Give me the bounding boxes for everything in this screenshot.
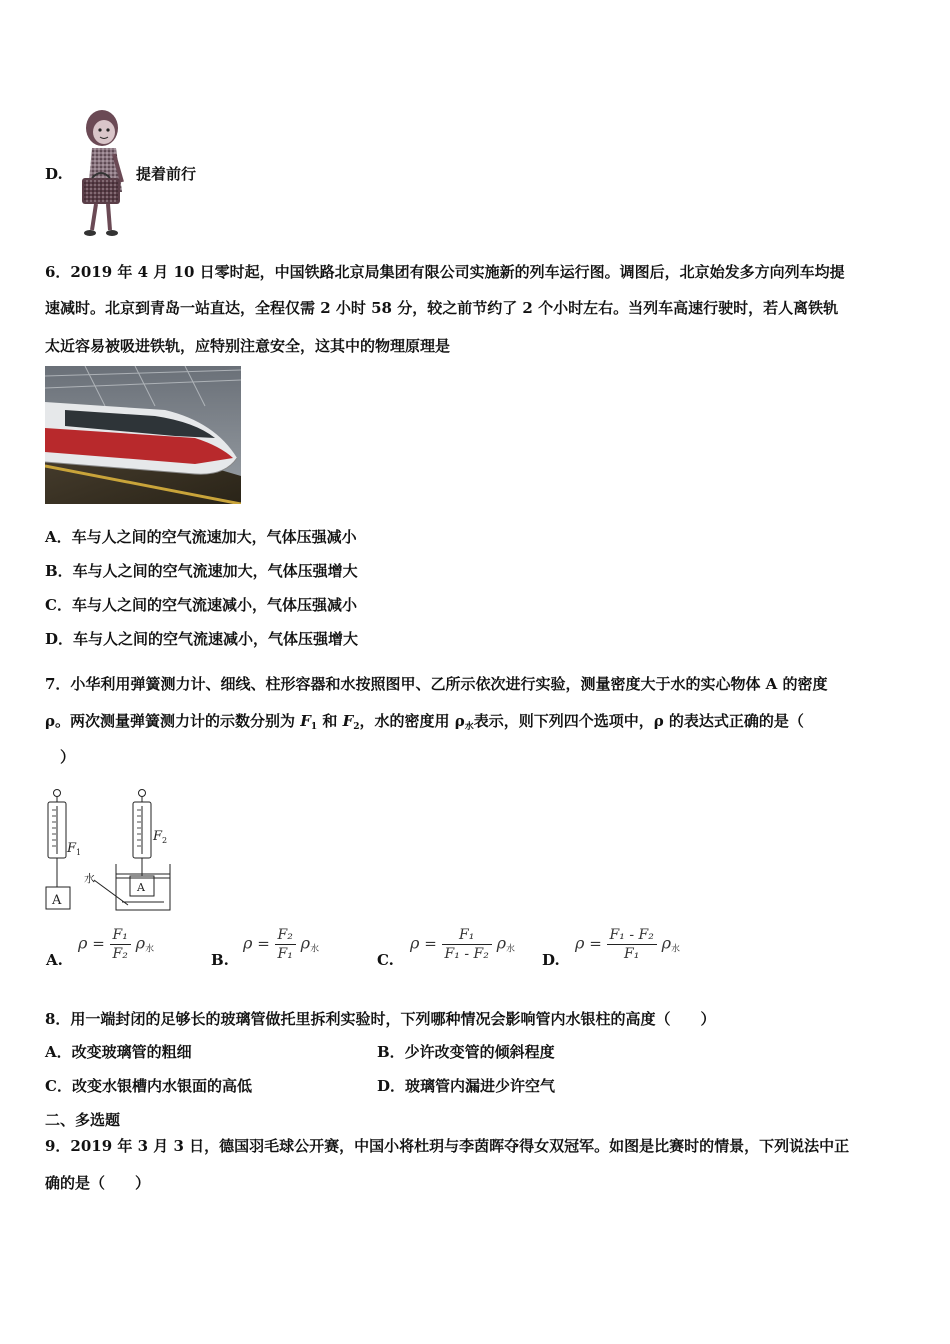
fig-f1-label: F [67, 841, 77, 856]
q8-option-a: A．改变玻璃管的粗细 [45, 1043, 192, 1061]
q7-line-2: ρ。两次测量弹簧测力计的示数分别为 $F_1$ 和 $F_2$，水的密度用 $\rho_水$表示，则下列四个选项中，ρ 的表达式正确的是（ [45, 712, 804, 732]
q6-option-b: B．车与人之间的空气流速加大，气体压强增大 [45, 562, 358, 580]
q8-option-d: D．玻璃管内漏进少许空气 [377, 1077, 556, 1095]
q7-option-c-letter: C. [377, 951, 394, 969]
q6-line-1: 6．2019 年 4 月 10 日零时起，中国铁路北京局集团有限公司实施新的列车运行图。调图后，北京始发多方向列车均提 [45, 263, 845, 281]
section-title-multiple-choice: 二、多选题 [45, 1111, 121, 1129]
q5-option-d-letter: D. [45, 165, 63, 183]
spring-scale-experiment-figure [42, 788, 178, 914]
fig-block-a-1: A [52, 893, 62, 908]
fig-f2-sub: 2 [162, 836, 168, 845]
q7-option-b-formula: ρ = $\frac{\text{F₂}}{\text{F₁}}$ $\rho_水$ [243, 927, 320, 962]
fig-water-label: 水 [84, 872, 95, 885]
q5-option-d-text: 提着前行 [136, 165, 197, 183]
q7-option-d-formula: ρ = $\frac{\text{F₁ - F₂}}{\text{F₁}}$ $\rho_水$ [575, 927, 681, 962]
q7-option-a-letter: A. [46, 951, 63, 969]
q6-option-d: D．车与人之间的空气流速减小，气体压强增大 [45, 630, 359, 648]
q8-line-1: 8．用一端封闭的足够长的玻璃管做托里拆利实验时，下列哪种情况会影响管内水银柱的高度（ ） [45, 1010, 716, 1028]
fig-f1-sub: 1 [76, 848, 82, 857]
high-speed-train-photo [45, 366, 241, 504]
girl-carrying-bag-illustration [76, 106, 132, 240]
q7-option-b-letter: B. [211, 951, 229, 969]
fig-f2-label: F [153, 829, 163, 844]
q7-option-a-formula: ρ = $\frac{\text{F₁}}{\text{F₂}}$ $\rho_水$ [78, 927, 155, 962]
q7-option-d-letter: D. [542, 951, 560, 969]
q7-line-3: ） [60, 748, 76, 766]
q7-option-c-formula: ρ = $\frac{\text{F₁}}{\text{F₁ - F₂}}$ $\rho_水$ [410, 927, 516, 962]
q7-line-1: 7．小华利用弹簧测力计、细线、柱形容器和水按照图甲、乙所示依次进行实验，测量密度大于水的实心物体 A 的密度 [45, 675, 828, 693]
q8-option-b: B．少许改变管的倾斜程度 [377, 1043, 555, 1061]
q6-line-3: 太近容易被吸进铁轨，应特别注意安全，这其中的物理原理是 [45, 337, 451, 355]
q8-option-c: C．改变水银槽内水银面的高低 [45, 1077, 252, 1095]
q9-line-1: 9．2019 年 3 月 3 日，德国羽毛球公开赛，中国小将杜玥与李茵晖夺得女双冠军。如图是比赛时的情景，下列说法中正 [45, 1137, 850, 1155]
q9-line-2: 确的是（ ） [45, 1174, 151, 1192]
q6-option-c: C．车与人之间的空气流速减小，气体压强减小 [45, 596, 357, 614]
fig-block-a-2: A [137, 881, 145, 894]
q6-line-2: 速减时。北京到青岛一站直达，全程仅需 2 小时 58 分，较之前节约了 2 个小时左右。当列车高速行驶时，若人离铁轨 [45, 299, 839, 317]
q6-option-a: A．车与人之间的空气流速加大，气体压强减小 [45, 528, 357, 546]
